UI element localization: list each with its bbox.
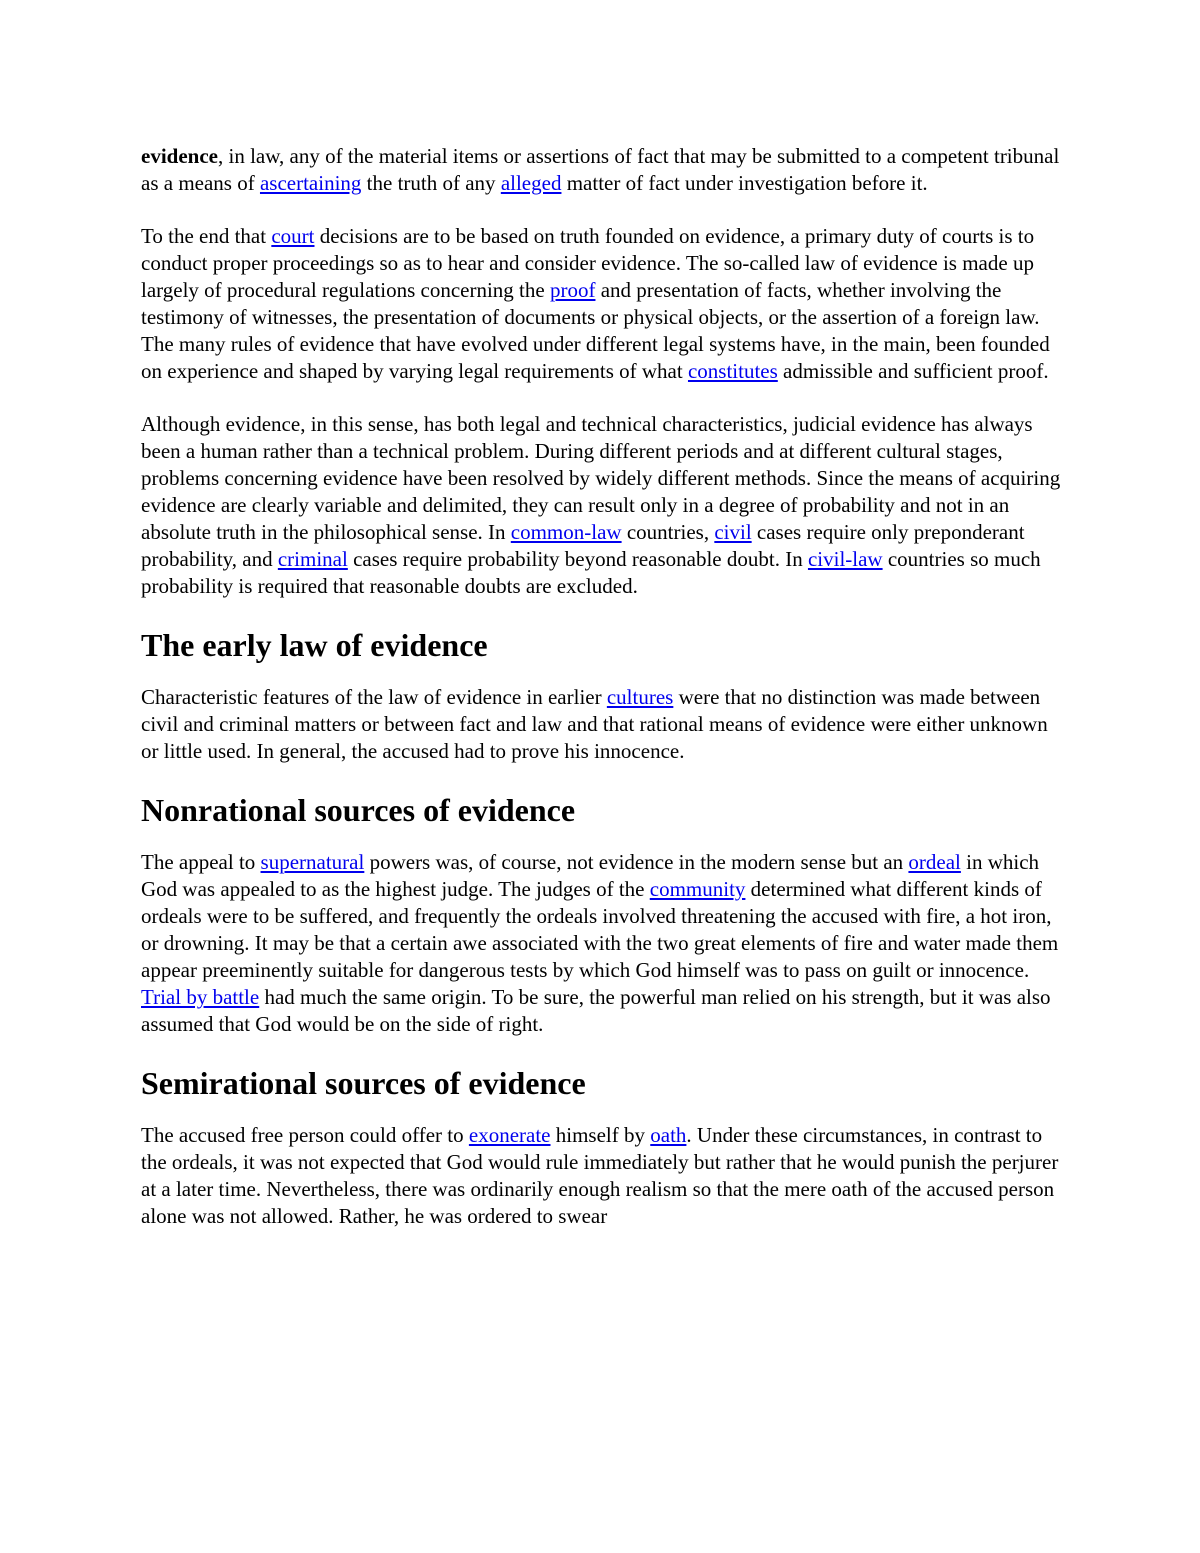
link-proof[interactable]: proof: [549, 278, 596, 302]
link-civil-law[interactable]: civil-law: [807, 547, 883, 571]
link-civil[interactable]: civil: [714, 520, 752, 544]
link-ordeal[interactable]: ordeal: [908, 850, 961, 874]
link-common-law[interactable]: common-law: [510, 520, 622, 544]
paragraph-early-law: Characteristic features of the law of evidence in earlier cultures were that no distinction was made between civil and criminal matters or between fact and law and that rational means of evidence were either unknown or little used. In general, the accused had to prove his innocence.: [141, 685, 1048, 763]
link-exonerate[interactable]: exonerate: [468, 1123, 551, 1147]
link-cultures[interactable]: cultures: [606, 685, 674, 709]
link-oath[interactable]: oath: [650, 1123, 687, 1147]
term-evidence: evidence: [141, 144, 218, 168]
link-criminal[interactable]: criminal: [277, 547, 348, 571]
paragraph-probability: Although evidence, in this sense, has both legal and technical characteristics, judicial evidence has always been a human rather than a technical problem. During different periods and at different cultural stages, problems concerning evidence have been resolved by widely different methods. Since the means of acquiring evidence are clearly variable and delimited, they can result only in a degree of probability and not in an absolute truth in the philosophical sense. In common-law countries, civil cases require only preponderant probability, and criminal cases require probability beyond reasonable doubt. In civil-law countries so much probability is required that reasonable doubts are excluded.: [141, 412, 1061, 598]
link-alleged[interactable]: alleged: [500, 171, 562, 195]
link-constitutes[interactable]: constitutes: [687, 359, 778, 383]
heading-semirational: Semirational sources of evidence: [141, 1065, 586, 1101]
paragraph-court: To the end that court decisions are to be based on truth founded on evidence, a primary duty of courts is to conduct proper proceedings so as to hear and consider evidence. The so-called law of evidence is made up largely of procedural regulations concerning the proof and presentation of facts, whether involving the testimony of witnesses, the presentation of documents or physical objects, or the assertion of a foreign law. The many rules of evidence that have evolved under different legal systems have, in the main, been founded on experience and shaped by varying legal requirements of what constitutes admissible and sufficient proof.: [141, 224, 1050, 383]
document-page: [141, 143, 1066, 1256]
link-community[interactable]: community: [649, 877, 746, 901]
link-ascertaining[interactable]: ascertaining: [259, 171, 362, 195]
paragraph-semirational: The accused free person could offer to exonerate himself by oath. Under these circumstances, in contrast to the ordeals, it was not expected that God would rule immediately but rather that he would punish the perjurer at a later time. Nevertheless, there was ordinarily enough realism so that the mere oath of the accused person alone was not allowed. Rather, he was ordered to swear: [141, 1123, 1059, 1228]
paragraph-intro: evidence, in law, any of the material items or assertions of fact that may be submitted to a competent tribunal as a means of ascertaining the truth of any alleged matter of fact under investigation before it.: [141, 144, 1060, 195]
link-trial-by-battle[interactable]: Trial by battle: [141, 985, 260, 1009]
heading-nonrational: Nonrational sources of evidence: [141, 792, 576, 828]
link-supernatural[interactable]: supernatural: [260, 850, 365, 874]
link-court[interactable]: court: [271, 224, 315, 248]
paragraph-nonrational: The appeal to supernatural powers was, of course, not evidence in the modern sense but an ordeal in which God was appealed to as the highest judge. The judges of the community determined what different kinds of ordeals were to be suffered, and frequently the ordeals involved threatening the accused with fire, a hot iron, or drowning. It may be that a certain awe associated with the two great elements of fire and water made them appear preeminently suitable for dangerous tests by which God himself was to pass on guilt or innocence. Trial by battle had much the same origin. To be sure, the powerful man relied on his strength, but it was also assumed that God would be on the side of right.: [141, 850, 1059, 1036]
heading-early-law: The early law of evidence: [141, 627, 488, 663]
